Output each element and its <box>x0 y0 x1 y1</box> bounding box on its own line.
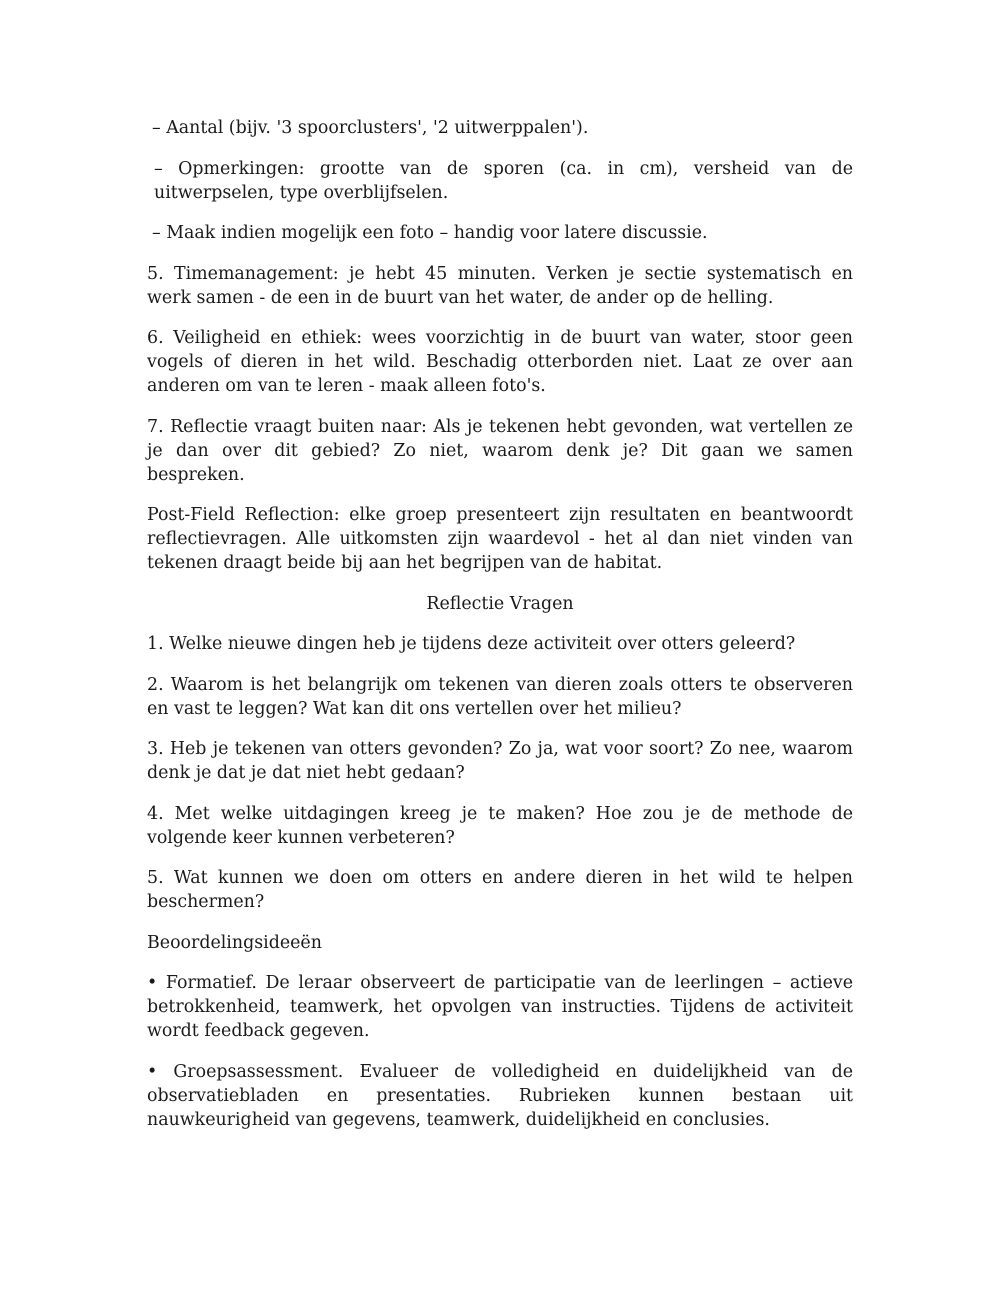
paragraph-timemanagement: 5. Timemanagement: je hebt 45 minuten. Verken je sectie systematisch en werk samen - de een in de buurt van het water, de ander op de helling. <box>147 263 853 308</box>
question-3: 3. Heb je tekenen van otters gevonden? Zo ja, wat voor soort? Zo nee, waarom denk je dat je dat niet hebt gedaan? <box>147 739 853 783</box>
document-page <box>147 116 853 1148</box>
question-1: 1. Welke nieuwe dingen heb je tijdens deze activiteit over otters geleerd? <box>147 634 796 654</box>
paragraph-post-field: Post-Field Reflection: elke groep presenteert zijn resultaten en beantwoordt reflectievragen. Alle uitkomsten zijn waardevol - het al dan niet vinden van tekenen draagt beide bij aan het begrijpen van de habitat. <box>147 505 853 573</box>
paragraph-foto: – Maak indien mogelijk een foto – handig voor latere discussie. <box>152 223 708 243</box>
assessment-formatief: • Formatief. De leraar observeert de participatie van de leerlingen – actieve betrokkenheid, teamwerk, het opvolgen van instructies. Tijdens de activiteit wordt feedback gegeven. <box>147 973 853 1041</box>
question-2: 2. Waarom is het belangrijk om tekenen van dieren zoals otters te observeren en vast te leggen? Wat kan dit ons vertellen over het milieu? <box>147 674 853 719</box>
paragraph-aantal: – Aantal (bijv. '3 spoorclusters', '2 uitwerppalen'). <box>152 118 589 138</box>
question-5: 5. Wat kunnen we doen om otters en andere dieren in het wild te helpen beschermen? <box>147 868 853 912</box>
assessment-heading: Beoordelingsideeën <box>147 932 322 953</box>
paragraph-reflectie-buiten: 7. Reflectie vraagt buiten naar: Als je tekenen hebt gevonden, wat vertellen ze je dan over dit gebied? Zo niet, waarom denk je? Dit gaan we samen bespreken. <box>147 416 853 485</box>
paragraph-opmerkingen: – Opmerkingen: grootte van de sporen (ca. in cm), versheid van de uitwerpselen, type overblijfselen. <box>154 158 853 203</box>
assessment-groepsassessment: • Groepsassessment. Evalueer de volledigheid en duidelijkheid van de observatiebladen en presentaties. Rubrieken kunnen bestaan uit nauwkeurigheid van gegevens, teamwerk, duidelijkheid en conclusies. <box>147 1061 853 1130</box>
reflection-heading: Reflectie Vragen <box>426 593 574 614</box>
paragraph-veiligheid: 6. Veiligheid en ethiek: wees voorzichtig in de buurt van water, stoor geen vogels of dieren in het wild. Beschadig otterborden niet. Laat ze over aan anderen om van te leren - maak alleen foto's. <box>147 328 853 396</box>
question-4: 4. Met welke uitdagingen kreeg je te maken? Hoe zou je de methode de volgende keer kunnen verbeteren? <box>147 803 853 848</box>
